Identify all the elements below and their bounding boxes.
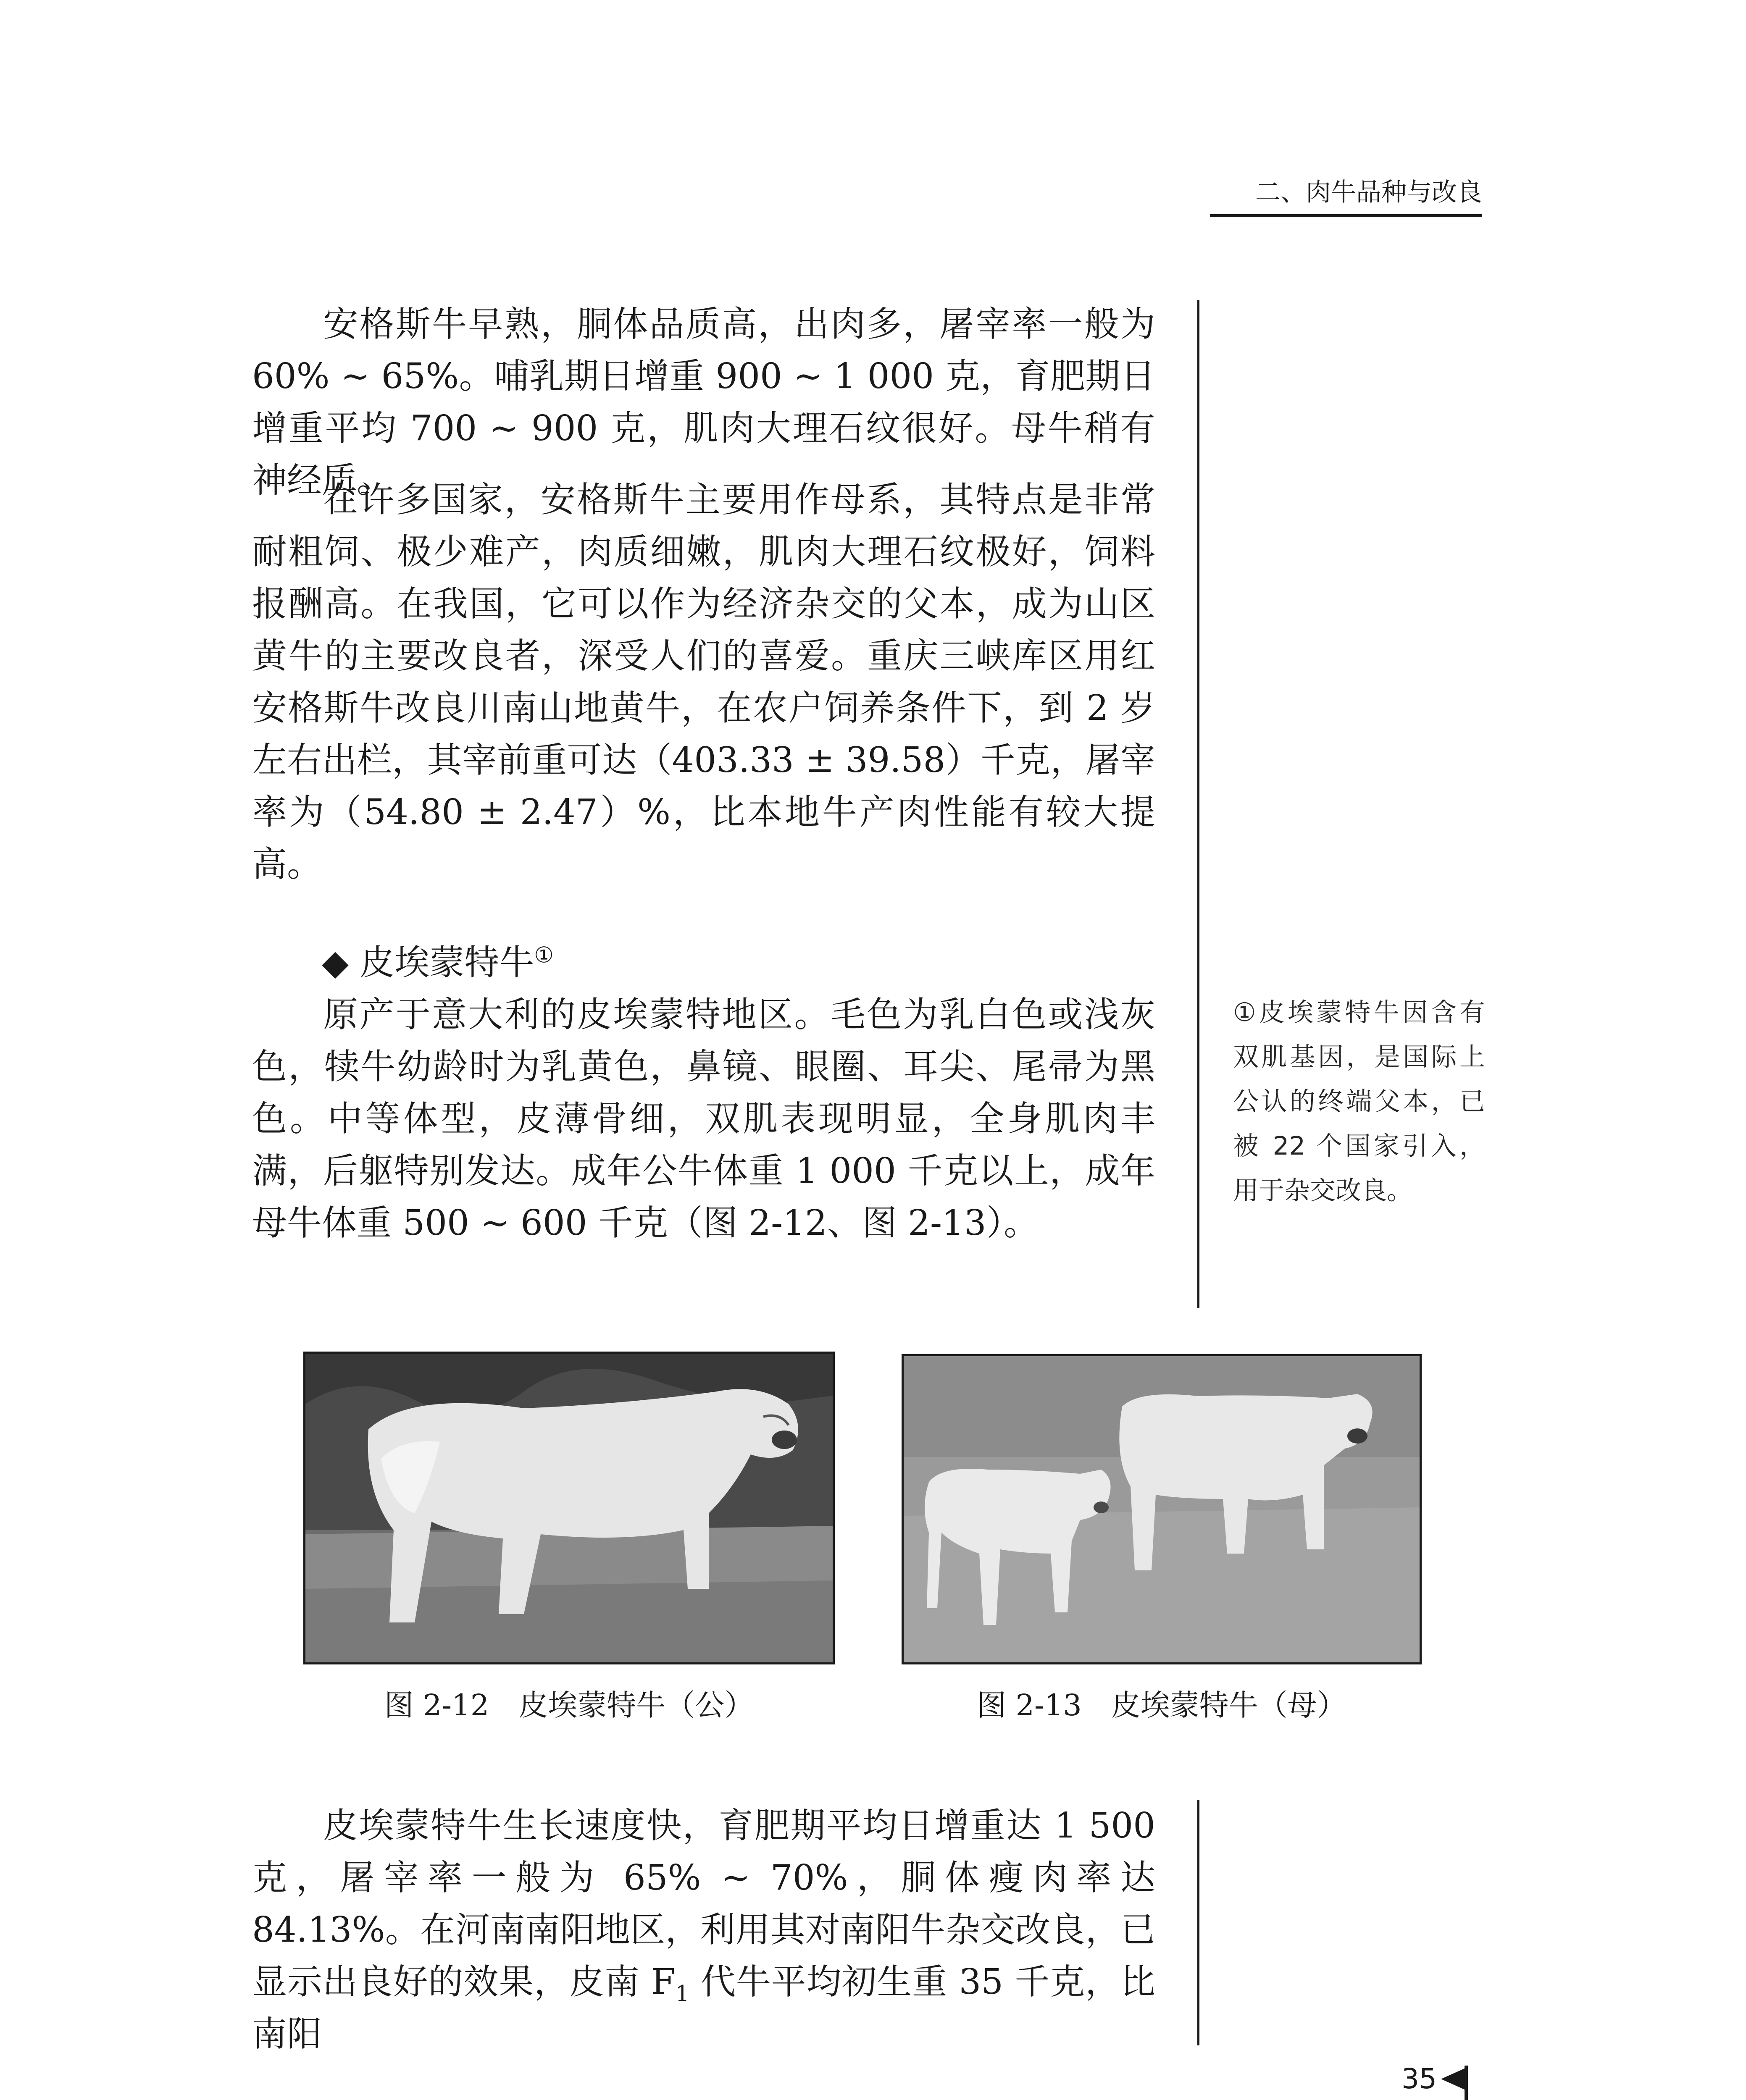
- section-title: 皮埃蒙特牛: [360, 942, 534, 983]
- paragraph-text: 在许多国家，安格斯牛主要用作母系，其特点是非常耐粗饲、极少难产，肉质细嫩，肌肉大理石纹极好，饲料报酬高。在我国，它可以作为经济杂交的父本，成为山区黄牛的主要改良者，深受人们的喜爱。重庆三峡库区用红安格斯牛改良川南山地黄牛，在农户饲养条件下，到 2 岁左右出栏，其宰前重可达（403.33 ± 39.58）千克，屠宰率为（54.80 ± 2.47）%，比本地牛产肉性能有较大提高。: [252, 479, 1155, 885]
- header-rule: [1210, 214, 1482, 217]
- paragraph-angus-use: [252, 474, 1155, 890]
- figure-caption-2-13: [902, 1686, 1422, 1724]
- diamond-bullet-icon: ◆: [322, 942, 349, 983]
- figure-caption-text: 皮埃蒙特牛（母）: [1111, 1688, 1346, 1722]
- photo-piedmontese-bull: [303, 1352, 835, 1664]
- page-pointer-icon: [1441, 2066, 1470, 2100]
- cow-calf-photo-image: [904, 1356, 1420, 1662]
- paragraph-text-cont: 代牛平均初生重 35 千克，比南阳: [252, 1961, 1155, 2054]
- margin-footnote: ①皮埃蒙特牛因含有双肌基因，是国际上公认的终端父本，已被 22 个国家引入，用于杂交改良。: [1233, 998, 1485, 1205]
- section-heading-piedmontese: [322, 937, 554, 989]
- bull-photo-image: [305, 1354, 833, 1662]
- page-number: 35: [1402, 2063, 1437, 2095]
- margin-divider-bottom: [1197, 1800, 1199, 2045]
- footnote-marker[interactable]: ①: [534, 942, 554, 968]
- paragraph-text: 安格斯牛早熟，胴体品质高，出肉多，屠宰率一般为 60% ~ 65%。哺乳期日增重 900 ~ 1 000 克，育肥期日增重平均 700 ~ 900 克，肌肉大理石纹很好。母牛稍有神经质。: [252, 304, 1155, 501]
- running-header: 二、肉牛品种与改良: [1255, 178, 1482, 207]
- figure-caption-text: 皮埃蒙特牛（公）: [518, 1688, 754, 1722]
- figure-number: 图 2-12: [384, 1688, 489, 1722]
- subscript-generation: 1: [675, 1981, 689, 2007]
- paragraph-piedmontese-growth: [252, 1800, 1155, 2060]
- figure-caption-2-12: [303, 1686, 835, 1724]
- photo-piedmontese-cow-calf: [902, 1354, 1422, 1664]
- paragraph-piedmontese-origin: [252, 989, 1155, 1249]
- figure-number: 图 2-13: [977, 1688, 1082, 1722]
- paragraph-text: 皮埃蒙特牛生长速度快，育肥期平均日增重达 1 500 克，屠宰率一般为 65% ~ 70%，胴体瘦肉率达 84.13%。在河南南阳地区，利用其对南阳牛杂交改良，已显示出良好的效果，皮南 F: [252, 1805, 1155, 2002]
- paragraph-text: 原产于意大利的皮埃蒙特地区。毛色为乳白色或浅灰色，犊牛幼龄时为乳黄色，鼻镜、眼圈、耳尖、尾帚为黑色。中等体型，皮薄骨细，双肌表现明显，全身肌肉丰满，后躯特别发达。成年公牛体重 1 000 千克以上，成年母牛体重 500 ~ 600 千克（图 2-12、图 2-13）。: [252, 994, 1155, 1243]
- margin-divider-top: [1197, 300, 1199, 1308]
